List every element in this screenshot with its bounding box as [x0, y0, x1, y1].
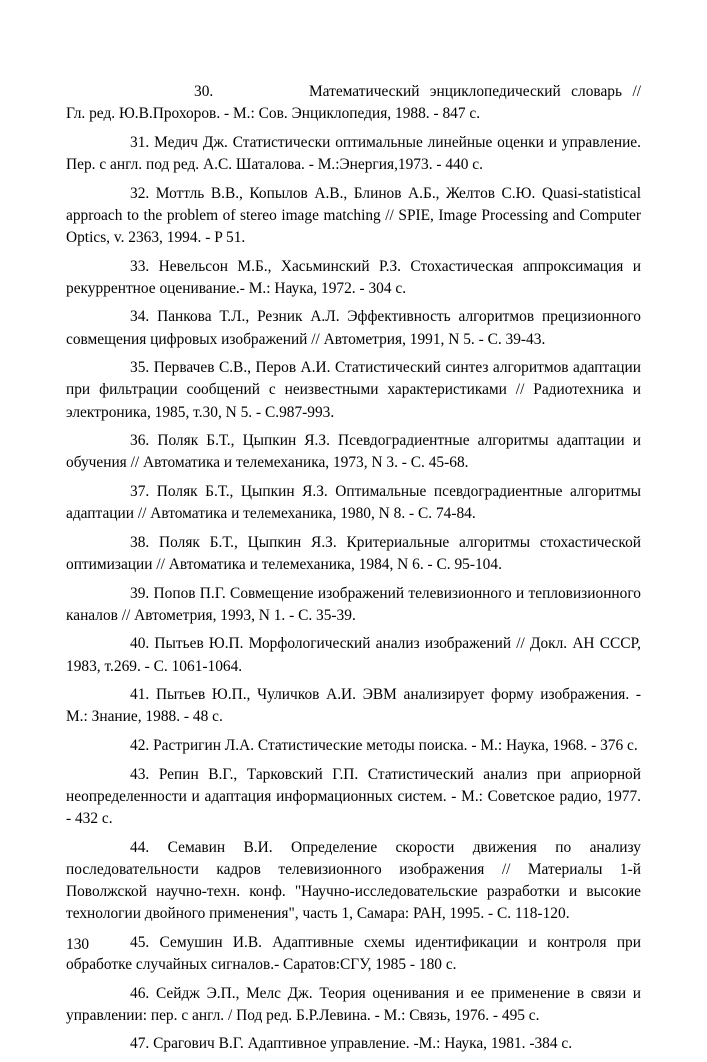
reference-item	[66, 983, 641, 1027]
reference-number: 46.	[130, 984, 150, 1002]
reference-item	[66, 532, 641, 576]
reference-text: Репин В.Г., Тарковский Г.П. Статистический анализ при априорной неопределенности и адаптация информационных систем. - М.: Советское радио, 1977. - 432 с.	[66, 765, 641, 827]
reference-item	[66, 306, 641, 350]
reference-text: Попов П.Г. Совмещение изображений телевизионного и тепловизионного каналов // Автометрия, 1993, N 1. - С. 35-39.	[66, 584, 641, 624]
reference-text: Пытьев Ю.П. Морфологический анализ изображений // Докл. АН СССР, 1983, т.269. - С. 1061-1064.	[66, 635, 641, 675]
reference-number: 39.	[130, 584, 150, 602]
reference-item	[66, 583, 641, 627]
reference-text: Семушин И.В. Адаптивные схемы идентификации и контроля при обработке случайных сигналов.- Саратов:СГУ, 1985 - 180 с.	[66, 933, 641, 973]
reference-number: 36.	[130, 432, 150, 450]
reference-number: 30.	[194, 83, 214, 100]
reference-item	[66, 357, 641, 424]
reference-item	[66, 684, 641, 728]
reference-item	[66, 932, 641, 976]
reference-text: Математический энциклопедический словарь // Гл. ред. Ю.В.Прохоров. - М.: Сов. Энциклопедия, 1988. - 847 с.	[66, 83, 641, 123]
reference-text: Сейдж Э.П., Мелс Дж. Теория оценивания и ее применение в связи и управлении: пер. с англ. / Под ред. Б.Р.Левина. - М.: Связь, 1976. - 495 с.	[66, 984, 641, 1024]
reference-item	[66, 256, 641, 300]
reference-number: 31.	[130, 133, 150, 151]
reference-number: 43.	[130, 765, 150, 783]
reference-number: 47.	[130, 1035, 150, 1053]
reference-number: 37.	[130, 482, 150, 500]
reference-text: Медич Дж. Статистически оптимальные линейные оценки и управление. Пер. с англ. под ред. А.С. Шаталова. - М.:Энергия,1973. - 440 с.	[66, 133, 641, 173]
reference-number: 44.	[130, 838, 150, 856]
reference-item	[66, 1033, 641, 1055]
reference-number: 41.	[130, 686, 150, 704]
reference-text: Поляк Б.Т., Цыпкин Я.З. Псевдоградиентные алгоритмы адаптации и обучения // Автоматика и телемеханика, 1973, N 3. - С. 45-68.	[66, 432, 641, 472]
reference-text: Срагович В.Г. Адаптивное управление. -М.: Наука, 1981. -384 с.	[153, 1035, 573, 1053]
reference-item	[66, 735, 641, 757]
reference-item	[66, 481, 641, 525]
reference-text: Моттль В.В., Копылов А.В., Блинов А.Б., Желтов С.Ю. Quasi-statistical approach to the problem of stereo image matching // SPIE, Image Processing and Computer Optics, v. 2363, 1994. - P 51.	[66, 184, 641, 246]
reference-number: 33.	[130, 257, 150, 275]
reference-text: Поляк Б.Т., Цыпкин Я.З. Критериальные алгоритмы стохастической оптимизации // Автоматика и телемеханика, 1984, N 6. - С. 95-104.	[66, 533, 641, 573]
page-number: 130	[66, 936, 90, 953]
reference-text: Растригин Л.А. Статистические методы поиска. - М.: Наука, 1968. - 376 с.	[153, 736, 638, 754]
reference-text: Семавин В.И. Определение скорости движения по анализу последовательности кадров телевизионного изображения // Материалы 1-й Поволжской научно-техн. конф. "Научно-исследовательские разработки и высокие технологии двойного применения", часть 1, Самара: РАН, 1995. - С. 118-120.	[66, 838, 641, 923]
reference-list	[66, 81, 641, 1062]
reference-text: Первачев С.В., Перов А.И. Статистический синтез алгоритмов адаптации при фильтрации сообщений с неизвестными характеристиками // Радиотехника и электроника, 1985, т.30, N 5. - С.987-993.	[66, 359, 641, 421]
reference-item	[66, 764, 641, 831]
reference-number: 45.	[130, 933, 150, 951]
reference-number: 42.	[130, 736, 150, 754]
reference-number: 32.	[130, 184, 150, 202]
reference-item	[66, 837, 641, 926]
reference-text: Пытьев Ю.П., Чуличков А.И. ЭВМ анализирует форму изображения. - М.: Знание, 1988. - 48 с.	[66, 686, 641, 726]
reference-number: 34.	[130, 308, 150, 326]
reference-number: 40.	[130, 635, 150, 653]
reference-item	[66, 183, 641, 250]
reference-text: Поляк Б.Т., Цыпкин Я.З. Оптимальные псевдоградиентные алгоритмы адаптации // Автоматика и телемеханика, 1980, N 8. - С. 74-84.	[66, 482, 641, 523]
reference-number: 35.	[130, 359, 150, 377]
reference-number: 38.	[130, 533, 150, 551]
reference-item	[66, 633, 641, 677]
reference-item	[66, 430, 641, 474]
reference-item	[66, 132, 641, 176]
reference-text: Панкова Т.Л., Резник А.Л. Эффективность алгоритмов прецизионного совмещения цифровых изображений // Автометрия, 1991, N 5. - С. 39-43.	[66, 308, 641, 348]
reference-text: Невельсон М.Б., Хасьминский Р.З. Стохастическая аппроксимация и рекуррентное оценивание.- М.: Наука, 1972. - 304 с.	[66, 257, 641, 297]
reference-item	[66, 81, 641, 125]
